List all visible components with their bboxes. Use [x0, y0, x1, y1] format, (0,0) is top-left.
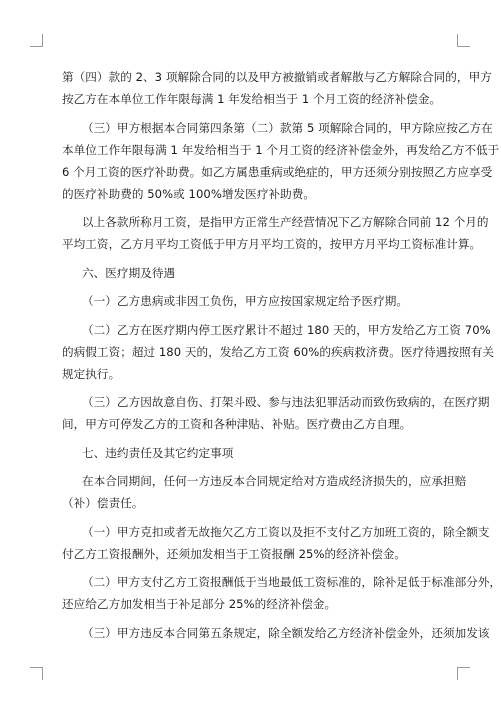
crop-mark-top-left [30, 34, 43, 47]
text-line: 6 个月工资的医疗补助费。如乙方属患重病或绝症的，甲方还须分别按照乙方应享受 [62, 164, 493, 179]
text-line: （一）甲方克扣或者无故拖欠乙方工资以及拒不支付乙方加班工资的，除全额支 [82, 524, 490, 539]
text-line: 在本合同期间，任何一方违反本合同规定给对方造成经济损失的，应承担赔 [82, 474, 467, 488]
text-line: 付乙方工资报酬外，还须加发相当于工资报酬 25%的经济补偿金。 [62, 546, 407, 561]
text-line: 第（四）款的 2、3 项解除合同的以及甲方被撤销或者解散与乙方解除合同的，甲方 [62, 70, 492, 84]
paragraph [62, 571, 501, 615]
text-line: （二）甲方支付乙方工资报酬低于当地最低工资标准的，除补足低于标准部分外， [82, 575, 501, 589]
crop-mark-bottom-right [457, 667, 470, 680]
text-line: 七、违约责任及其它约定事项 [82, 445, 234, 460]
text-line: 规定执行。 [62, 366, 121, 381]
paragraph [62, 117, 500, 205]
text-line: 的病假工资；超过 180 天的，发给乙方工资 60%的疾病救济费。医疗待遇按照有关 [62, 344, 495, 359]
paragraph [62, 319, 495, 385]
text-line: 平均工资，乙方月平均工资低于甲方月平均工资的，按甲方月平均工资标准计算。 [62, 237, 482, 251]
text-line: （三）乙方因故意自伤、打架斗殴、参与违法犯罪活动而致伤致病的，在医疗期 [82, 395, 490, 409]
paragraph [62, 211, 489, 255]
text-line: 间，甲方可停发乙方的工资和各种津贴、补贴。医疗费由乙方自理。 [62, 417, 412, 431]
text-line: （一）乙方患病或非因工负伤，甲方应按国家规定给予医疗期。 [82, 294, 409, 308]
text-line: （二）乙方在医疗期内停工医疗累计不超过 180 天的，甲方发给乙方工资 70% [82, 322, 491, 337]
paragraph [62, 66, 492, 110]
paragraph [62, 442, 444, 464]
text-line: 的医疗补助费的 50%或 100%增发医疗补助费。 [62, 186, 316, 201]
text-line: （补）偿责任。 [62, 496, 144, 510]
text-line: 本单位工作年限每满 1 年发给相当于 1 个月工资的经济补偿金外，再发给乙方不低于 [62, 142, 500, 157]
paragraph [62, 622, 490, 644]
text-line: （三）甲方违反本合同第五条规定，除全额发给乙方经济补偿金外，还须加发该 [82, 625, 490, 640]
document-body [62, 66, 501, 644]
paragraph [62, 521, 490, 565]
paragraph [62, 470, 467, 514]
text-line: （三）甲方根据本合同第四条第（二）款第 5 项解除合同的，甲方除应按乙方在 [82, 120, 493, 135]
paragraph [62, 290, 444, 312]
paragraph [62, 262, 444, 284]
text-line: 还应给乙方加发相当于补足部分 25%的经济补偿金。 [62, 597, 337, 611]
paragraph [62, 391, 490, 435]
text-line: 以上各款所称月工资，是指甲方正常生产经营情况下乙方解除合同前 12 个月的 [82, 215, 489, 229]
text-line: 按乙方在本单位工作年限每满 1 年发给相当于 1 个月工资的经济补偿金。 [62, 92, 442, 106]
text-line: 六、医疗期及待遇 [82, 265, 176, 280]
crop-mark-top-right [457, 34, 470, 47]
crop-mark-bottom-left [30, 667, 43, 680]
